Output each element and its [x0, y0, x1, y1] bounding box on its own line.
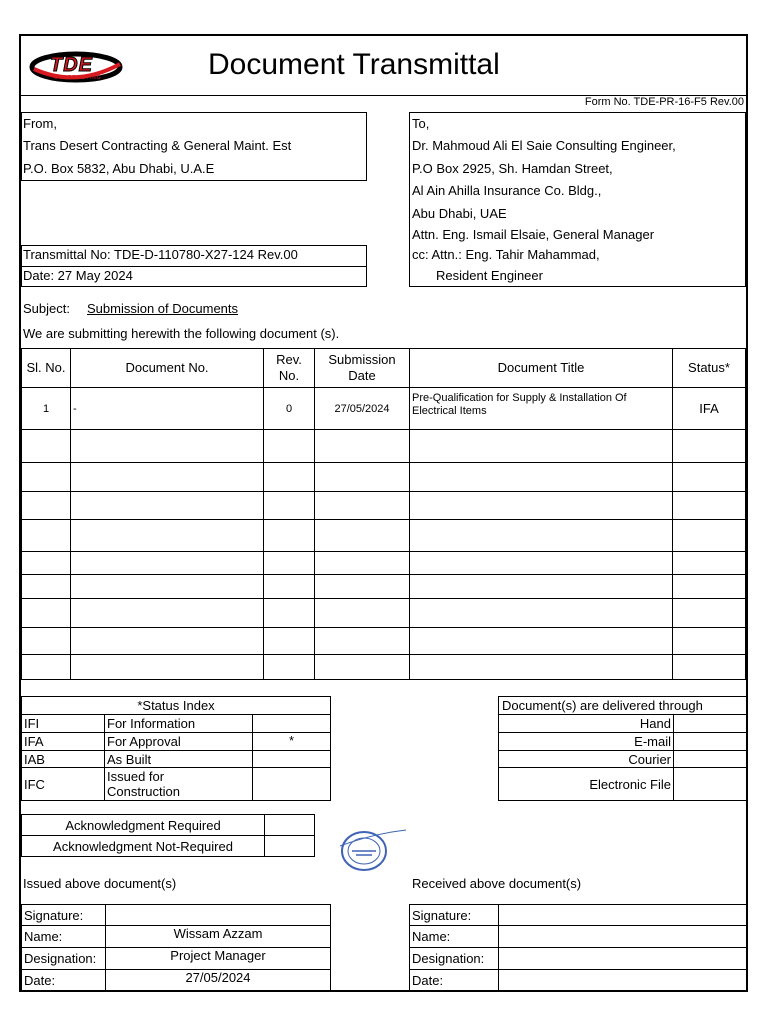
- logo-subtext: CONTRACTING: [54, 75, 102, 81]
- received-signature-table: [409, 904, 747, 992]
- table-row: [22, 430, 746, 463]
- header-rev-no: Rev. No.: [264, 349, 315, 388]
- delivery-title: Document(s) are delivered through: [499, 697, 747, 715]
- issued-date-label: Date:: [22, 970, 106, 992]
- table-row: [22, 552, 746, 575]
- to-line-5: Attn. Eng. Ismail Elsaie, General Manager: [412, 227, 655, 242]
- table-row: [22, 492, 746, 520]
- issued-name-label: Name:: [22, 926, 106, 948]
- transmittal-divider: [21, 266, 367, 267]
- received-designation-field[interactable]: [499, 948, 747, 970]
- issued-designation-label: Designation:: [22, 948, 106, 970]
- page-title: Document Transmittal: [208, 48, 500, 81]
- status-code: IFC: [22, 768, 105, 801]
- header-submission-date: Submission Date: [315, 349, 410, 388]
- delivery-row: [499, 751, 747, 768]
- to-line-1: Dr. Mahmoud Ali El Saie Consulting Engineer,: [412, 138, 676, 153]
- status-code: IAB: [22, 751, 105, 768]
- issued-name-value[interactable]: Wissam Azzam: [106, 926, 331, 948]
- issued-date-value[interactable]: 27/05/2024: [106, 970, 331, 992]
- delivery-checkbox[interactable]: [674, 768, 747, 801]
- header-document-no: Document No.: [71, 349, 264, 388]
- delivery-method: Courier: [499, 751, 674, 768]
- documents-table: [21, 348, 746, 680]
- received-name-field[interactable]: [499, 926, 747, 948]
- subject-intro: We are submitting herewith the following document (s).: [23, 326, 340, 341]
- status-desc: For Information: [105, 715, 253, 733]
- cell-document-title: Pre-Qualification for Supply & Installation Of Electrical Items: [410, 388, 673, 430]
- delivery-checkbox[interactable]: [674, 715, 747, 733]
- issued-designation-value[interactable]: Project Manager: [106, 948, 331, 970]
- from-label: From,: [23, 116, 57, 131]
- form-number: Form No. TDE-PR-16-F5 Rev.00: [584, 96, 744, 108]
- received-designation-label: Designation:: [410, 948, 499, 970]
- from-line-2: P.O. Box 5832, Abu Dhabi, U.A.E: [23, 161, 215, 176]
- header-document-title: Document Title: [410, 349, 673, 388]
- status-mark: *: [253, 733, 331, 751]
- header-status: Status*: [673, 349, 746, 388]
- status-code: IFI: [22, 715, 105, 733]
- delivery-method: Electronic File: [499, 768, 674, 801]
- delivery-row: [499, 768, 747, 801]
- status-code: IFA: [22, 733, 105, 751]
- received-title: Received above document(s): [412, 876, 582, 891]
- stamp-seal-icon: [332, 824, 408, 876]
- cell-rev-no: 0: [264, 388, 315, 430]
- delivery-method: Hand: [499, 715, 674, 733]
- status-mark: [253, 715, 331, 733]
- ack-required-checkbox[interactable]: [265, 815, 315, 836]
- subject-label: Subject:: [23, 301, 70, 316]
- delivery-checkbox[interactable]: [674, 733, 747, 751]
- from-line-1: Trans Desert Contracting & General Maint. Est: [23, 138, 292, 153]
- delivery-method: E-mail: [499, 733, 674, 751]
- received-signature-field[interactable]: [499, 905, 747, 926]
- company-logo: [28, 44, 126, 88]
- cell-sl-no: 1: [22, 388, 71, 430]
- issued-signature-label: Signature:: [22, 905, 106, 926]
- delivery-table: [498, 696, 747, 801]
- issued-signature-field[interactable]: [106, 905, 331, 926]
- to-line-7: Resident Engineer: [436, 268, 543, 283]
- status-row: [22, 715, 331, 733]
- to-line-3: Al Ain Ahilla Insurance Co. Bldg.,: [412, 183, 602, 198]
- table-row: [22, 463, 746, 492]
- table-row: [22, 575, 746, 599]
- transmittal-date: Date: 27 May 2024: [23, 268, 133, 283]
- table-row: [22, 628, 746, 655]
- received-signature-label: Signature:: [410, 905, 499, 926]
- status-mark: [253, 768, 331, 801]
- status-desc: Issued for Construction: [105, 768, 253, 801]
- table-row: [22, 655, 746, 680]
- delivery-row: [499, 715, 747, 733]
- ack-not-required-checkbox[interactable]: [265, 836, 315, 857]
- status-row: [22, 768, 331, 801]
- ack-not-required-label: Acknowledgment Not-Required: [22, 836, 265, 857]
- acknowledgment-table: [21, 814, 315, 857]
- header-sl-no: Sl. No.: [22, 349, 71, 388]
- documents-header-row: [22, 349, 746, 388]
- status-mark: [253, 751, 331, 768]
- logo-text: TDE: [50, 54, 93, 76]
- cell-submission-date: 27/05/2024: [315, 388, 410, 430]
- cell-status: IFA: [673, 388, 746, 430]
- to-line-2: P.O Box 2925, Sh. Hamdan Street,: [412, 161, 613, 176]
- cell-document-no: -: [71, 388, 264, 430]
- status-desc: As Built: [105, 751, 253, 768]
- ack-required-label: Acknowledgment Required: [22, 815, 265, 836]
- table-row: [22, 599, 746, 628]
- status-row: [22, 733, 331, 751]
- issued-signature-table: [21, 904, 331, 992]
- status-index-title: *Status Index: [22, 697, 331, 715]
- status-row: [22, 751, 331, 768]
- received-date-label: Date:: [410, 970, 499, 992]
- status-desc: For Approval: [105, 733, 253, 751]
- to-label: To,: [412, 116, 430, 131]
- received-name-label: Name:: [410, 926, 499, 948]
- delivery-row: [499, 733, 747, 751]
- to-line-6: cc: Attn.: Eng. Tahir Mahammad,: [412, 247, 600, 262]
- delivery-checkbox[interactable]: [674, 751, 747, 768]
- subject-value: Submission of Documents: [87, 301, 239, 316]
- received-date-field[interactable]: [499, 970, 747, 992]
- issued-title: Issued above document(s): [23, 876, 177, 891]
- to-line-4: Abu Dhabi, UAE: [412, 206, 507, 221]
- table-row: [22, 388, 746, 430]
- status-index-table: [21, 696, 331, 801]
- transmittal-number: Transmittal No: TDE-D-110780-X27-124 Rev.00: [23, 247, 298, 262]
- table-row: [22, 520, 746, 552]
- company-stamp: [332, 824, 408, 876]
